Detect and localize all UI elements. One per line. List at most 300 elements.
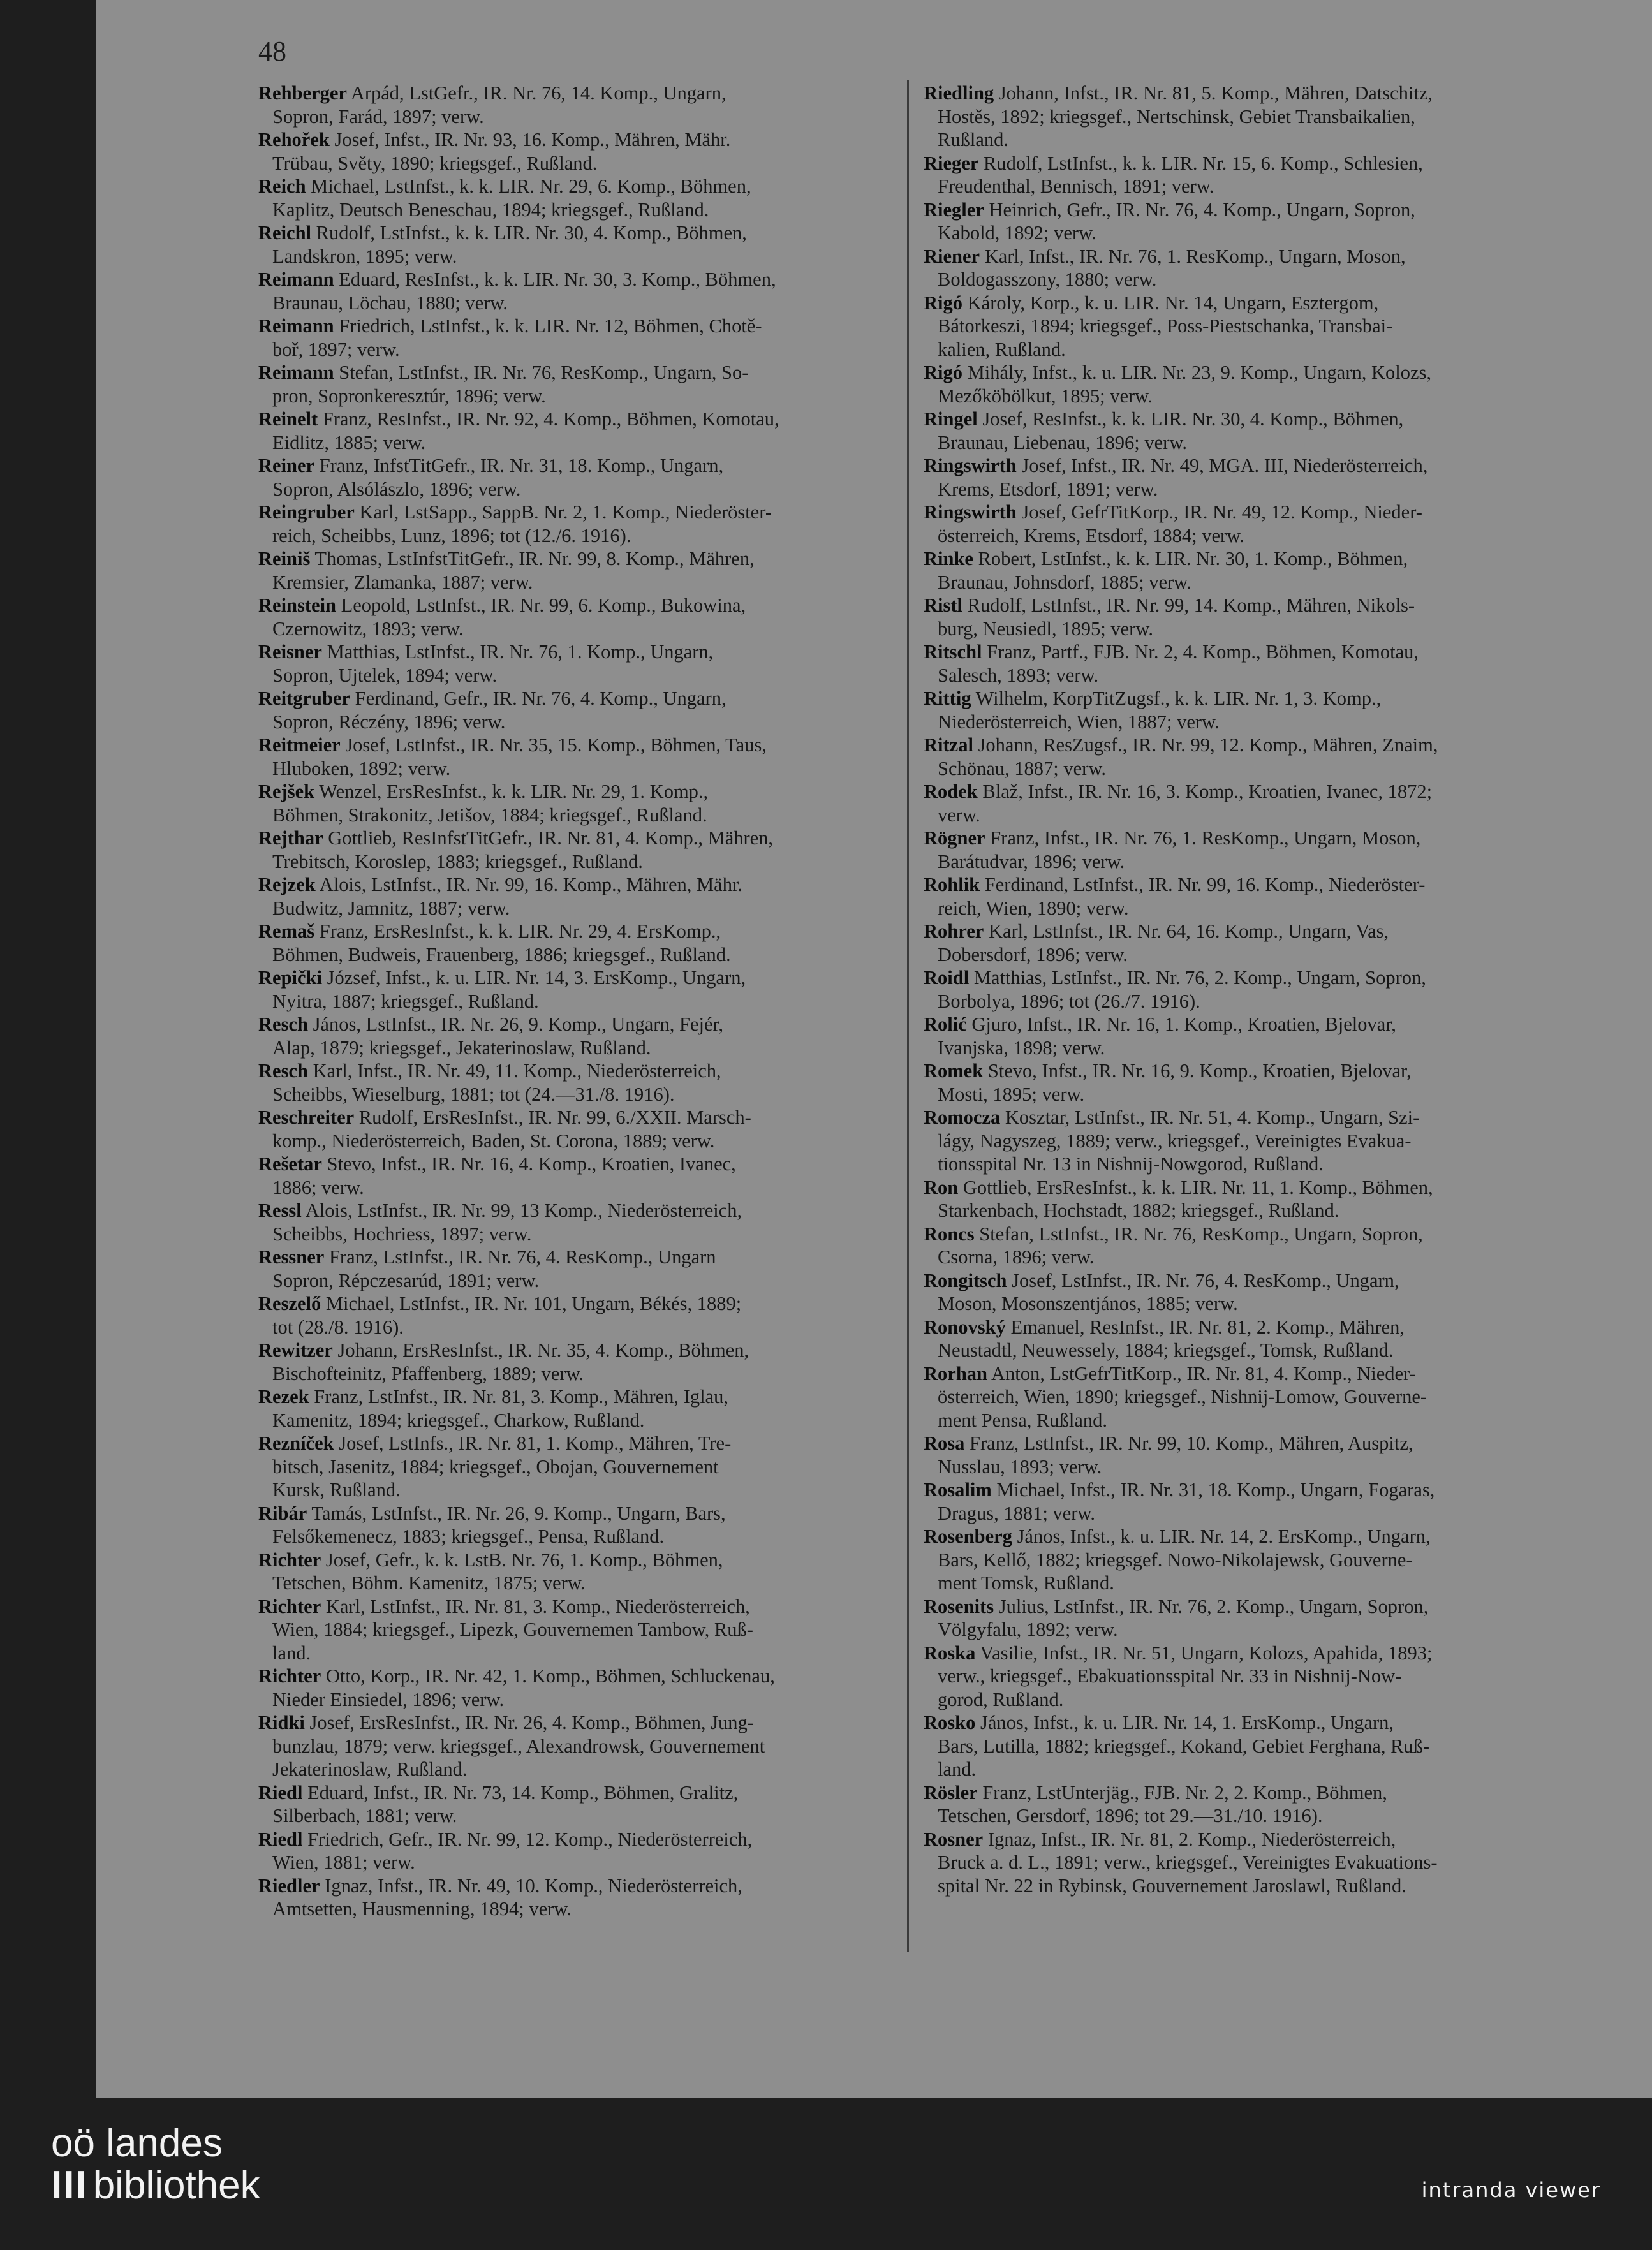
entry-text: Gottlieb, ErsResInfst., k. k. LIR. Nr. 11, 1. Komp., Böhmen,: [958, 1176, 1433, 1198]
register-entry: [924, 501, 1561, 547]
entry-continuation: Trübau, Světy, 1890; kriegsgef., Rußland.: [272, 152, 598, 174]
entry-continuation: lágy, Nagyszeg, 1889; verw., kriegsgef., Vereinigtes Evakua-: [938, 1129, 1412, 1152]
entry-continuation: pron, Sopronkeresztúr, 1896; verw.: [272, 385, 546, 407]
register-entry: [924, 408, 1561, 454]
entry-text: Rudolf, ErsResInfst., IR. Nr. 99, 6./XXII. Marsch-: [354, 1107, 751, 1128]
entry-text: Matthias, LstInfst., IR. Nr. 76, 1. Komp., Ungarn,: [321, 641, 714, 663]
entry-text: Robert, LstInfst., k. k. LIR. Nr. 30, 1. Komp., Böhmen,: [973, 548, 1408, 570]
entry-surname: Rehořek: [258, 129, 330, 151]
entry-text: Franz, InfstTitGefr., IR. Nr. 31, 18. Komp., Ungarn,: [314, 455, 724, 476]
entry-text: Karl, Infst., IR. Nr. 49, 11. Komp., Niederösterreich,: [307, 1060, 721, 1082]
entry-continuation: Wien, 1884; kriegsgef., Lipezk, Gouvernemen Tambow, Ruß-: [272, 1619, 753, 1640]
entry-surname: Ringel: [924, 408, 978, 430]
entry-text: Franz, LstInfst., IR. Nr. 81, 3. Komp., Mähren, Iglau,: [309, 1386, 728, 1408]
entry-continuation: reich, Scheibbs, Lunz, 1896; tot (12./6. 1916).: [272, 524, 631, 547]
entry-text: Mihály, Infst., k. u. LIR. Nr. 23, 9. Komp., Ungarn, Kolozs,: [962, 362, 1432, 383]
register-entry: [258, 408, 896, 454]
entry-surname: Ridki: [258, 1712, 305, 1733]
entry-text: Ignaz, Infst., IR. Nr. 81, 2. Komp., Niederösterreich,: [983, 1828, 1396, 1850]
entry-surname: Reimann: [258, 362, 334, 383]
register-entry: [258, 1292, 896, 1339]
register-entry: [924, 873, 1561, 920]
register-entry: [924, 920, 1561, 966]
entry-continuation: Kamenitz, 1894; kriegsgef., Charkow, Rußland.: [272, 1409, 645, 1431]
register-entry: [924, 1781, 1561, 1828]
entry-continuation: Csorna, 1896; verw.: [938, 1246, 1095, 1268]
entry-surname: Reimann: [258, 315, 334, 337]
entry-text: Karl, LstSapp., SappB. Nr. 2, 1. Komp., Niederöster-: [354, 501, 772, 523]
entry-text: Blaž, Infst., IR. Nr. 16, 3. Komp., Kroatien, Ivanec, 1872;: [977, 781, 1433, 802]
entry-text: Josef, LstInfs., IR. Nr. 81, 1. Komp., Mähren, Tre-: [334, 1432, 732, 1454]
entry-text: Franz, LstInfst., IR. Nr. 76, 4. ResKomp., Ungarn: [324, 1246, 716, 1268]
entry-text: Wilhelm, KorpTitZugsf., k. k. LIR. Nr. 1, 3. Komp.,: [971, 688, 1382, 709]
entry-text: Michael, Infst., IR. Nr. 31, 18. Komp., Ungarn, Fogaras,: [991, 1479, 1435, 1501]
entry-text: Rudolf, LstInfst., k. k. LIR. Nr. 30, 4. Komp., Böhmen,: [311, 222, 747, 244]
register-entry: [258, 1595, 896, 1665]
entry-continuation: Neustadtl, Neuwessely, 1884; kriegsgef., Tomsk, Rußland.: [938, 1339, 1394, 1361]
entry-continuation: Völgyfalu, 1892; verw.: [938, 1619, 1118, 1640]
register-entry: [924, 547, 1561, 594]
entry-text: Franz, Partf., FJB. Nr. 2, 4. Komp., Böhmen, Komotau,: [982, 641, 1419, 663]
register-entry: [924, 1478, 1561, 1525]
entry-continuation: Rußland.: [938, 129, 1008, 151]
entry-text: Johann, Infst., IR. Nr. 81, 5. Komp., Mähren, Datschitz,: [994, 82, 1433, 104]
entry-surname: Reinstein: [258, 594, 336, 616]
entry-text: Josef, GefrTitKorp., IR. Nr. 49, 12. Komp., Nieder-: [1016, 501, 1422, 523]
entry-surname: Rosalim: [924, 1479, 992, 1501]
entry-surname: Riedler: [258, 1874, 320, 1897]
entry-text: Tamás, LstInfst., IR. Nr. 26, 9. Komp., Ungarn, Bars,: [307, 1502, 726, 1524]
register-entry: [924, 152, 1561, 198]
entry-continuation: Böhmen, Strakonitz, Jetišov, 1884; kriegsgef., Rußland.: [272, 804, 707, 826]
entry-surname: Rezek: [258, 1386, 309, 1408]
entry-text: Franz, ErsResInfst., k. k. LIR. Nr. 29, 4. ErsKomp.,: [314, 920, 721, 942]
logo-line1: oö landes: [51, 2121, 223, 2165]
entry-surname: Riedl: [258, 1781, 303, 1804]
entry-continuation: reich, Wien, 1890; verw.: [938, 897, 1129, 919]
entry-continuation: kalien, Rußland.: [938, 338, 1066, 360]
entry-text: Johann, ResZugsf., IR. Nr. 99, 12. Komp., Mähren, Znaim,: [973, 734, 1438, 756]
register-entry: [924, 733, 1561, 780]
entry-surname: Rosko: [924, 1712, 976, 1733]
entry-text: Stevo, Infst., IR. Nr. 16, 4. Komp., Kroatien, Ivanec,: [321, 1153, 736, 1175]
entry-surname: Rosenits: [924, 1595, 994, 1617]
entry-continuation: ment Tomsk, Rußland.: [938, 1572, 1114, 1594]
entry-continuation: Freudenthal, Bennisch, 1891; verw.: [938, 175, 1214, 197]
entry-continuation: Sopron, Réczény, 1896; verw.: [272, 710, 506, 733]
register-entry: [924, 827, 1561, 873]
register-entry: [258, 873, 896, 920]
register-entry: [924, 361, 1561, 408]
entry-continuation: Silberbach, 1881; verw.: [272, 1805, 457, 1827]
register-entry: [924, 82, 1561, 152]
entry-continuation: boř, 1897; verw.: [272, 338, 400, 360]
register-entry: [258, 687, 896, 733]
entry-continuation: Nyitra, 1887; kriegsgef., Rußland.: [272, 990, 539, 1012]
entry-surname: Rejzek: [258, 874, 316, 895]
entry-text: Kosztar, LstInfst., IR. Nr. 51, 4. Komp., Ungarn, Szi-: [1000, 1107, 1420, 1128]
entry-text: Anton, LstGefrTitKorp., IR. Nr. 81, 4. Komp., Nieder-: [987, 1362, 1416, 1385]
entry-continuation: Braunau, Löchau, 1880; verw.: [272, 291, 508, 314]
entry-text: Friedrich, Gefr., IR. Nr. 99, 12. Komp., Niederösterreich,: [302, 1828, 753, 1850]
entry-continuation: bunzlau, 1879; verw. kriegsgef., Alexandrowsk, Gouvernement: [272, 1735, 765, 1757]
register-entry: [258, 1013, 896, 1059]
entry-continuation: Bátorkeszi, 1894; kriegsgef., Poss-Piestschanka, Transbai-: [938, 315, 1393, 337]
entry-continuation: Felsőkemenecz, 1883; kriegsgef., Pensa, Rußland.: [272, 1526, 665, 1547]
entry-surname: Ron: [924, 1176, 959, 1198]
entry-text: Julius, LstInfst., IR. Nr. 76, 2. Komp., Ungarn, Sopron,: [994, 1595, 1429, 1617]
entry-continuation: Sopron, Répczesarúd, 1891; verw.: [272, 1269, 540, 1291]
entry-text: Vasilie, Infst., IR. Nr. 51, Ungarn, Kolozs, Apahida, 1893;: [975, 1642, 1433, 1664]
entry-text: János, LstInfst., IR. Nr. 26, 9. Komp., Ungarn, Fejér,: [307, 1013, 724, 1035]
entry-text: Ignaz, Infst., IR. Nr. 49, 10. Komp., Niederösterreich,: [320, 1874, 742, 1897]
register-entry: [258, 1339, 896, 1385]
entry-text: Károly, Korp., k. u. LIR. Nr. 14, Ungarn, Esztergom,: [962, 291, 1379, 314]
register-entry: [258, 268, 896, 314]
entry-text: Alois, LstInfst., IR. Nr. 99, 16. Komp., Mähren, Mähr.: [315, 874, 743, 895]
entry-surname: Repički: [258, 967, 322, 989]
entry-surname: Rolić: [924, 1013, 967, 1035]
register-entry: [258, 175, 896, 221]
entry-continuation: Amtsetten, Hausmenning, 1894; verw.: [272, 1898, 572, 1920]
right-column: [924, 82, 1561, 1897]
entry-text: Arpád, LstGefr., IR. Nr. 76, 14. Komp., Ungarn,: [346, 82, 726, 104]
entry-continuation: Sopron, Alsólászlo, 1896; verw.: [272, 478, 521, 500]
entry-surname: Rosa: [924, 1432, 965, 1454]
entry-surname: Ressl: [258, 1200, 302, 1221]
entry-continuation: Bischofteinitz, Pfaffenberg, 1889; verw.: [272, 1362, 584, 1385]
entry-continuation: Eidlitz, 1885; verw.: [272, 431, 426, 453]
register-entry: [258, 1781, 896, 1828]
register-entry: [258, 314, 896, 361]
entry-continuation: Budwitz, Jamnitz, 1887; verw.: [272, 897, 510, 919]
register-entry: [924, 780, 1561, 827]
entry-text: Franz, LstUnterjäg., FJB. Nr. 2, 2. Komp., Böhmen,: [977, 1781, 1387, 1804]
logo-bars: III: [51, 2163, 88, 2207]
entry-continuation: Sopron, Ujtelek, 1894; verw.: [272, 664, 498, 686]
entry-surname: Reichl: [258, 222, 312, 244]
entry-surname: Riedl: [258, 1828, 303, 1850]
register-entry: [258, 1711, 896, 1781]
register-entry: [924, 1432, 1561, 1478]
register-entry: [258, 966, 896, 1013]
register-entry: [258, 1152, 896, 1199]
column-divider: [907, 80, 909, 1952]
entry-surname: Reitmeier: [258, 734, 341, 756]
entry-continuation: 1886; verw.: [272, 1176, 364, 1198]
entry-continuation: Ivanjska, 1898; verw.: [938, 1036, 1105, 1059]
register-entry: [924, 1525, 1561, 1595]
entry-text: Karl, LstInfst., IR. Nr. 81, 3. Komp., Niederösterreich,: [321, 1595, 750, 1617]
register-entry: [258, 128, 896, 175]
entry-text: Eduard, ResInfst., k. k. LIR. Nr. 30, 3. Komp., Böhmen,: [334, 268, 776, 290]
entry-text: Josef, LstInfst., IR. Nr. 35, 15. Komp., Böhmen, Taus,: [340, 734, 767, 756]
register-entry: [258, 1059, 896, 1106]
entry-continuation: ment Pensa, Rußland.: [938, 1409, 1107, 1431]
register-entry: [924, 1013, 1561, 1059]
entry-continuation: land.: [938, 1758, 977, 1780]
register-entry: [258, 1502, 896, 1548]
entry-text: Josef, Gefr., k. k. LstB. Nr. 76, 1. Komp., Böhmen,: [321, 1548, 723, 1571]
register-entry: [924, 1176, 1561, 1223]
entry-surname: Riener: [924, 245, 980, 267]
page-number: 48: [258, 36, 286, 67]
entry-surname: Rezníček: [258, 1432, 334, 1454]
entry-surname: Romek: [924, 1060, 984, 1082]
entry-text: Ferdinand, LstInfst., IR. Nr. 99, 16. Komp., Niederöster-: [980, 874, 1426, 895]
entry-continuation: Dragus, 1881; verw.: [938, 1502, 1096, 1524]
entry-continuation: Nieder Einsiedel, 1896; verw.: [272, 1688, 505, 1710]
entry-surname: Reinelt: [258, 408, 318, 430]
entry-surname: Resch: [258, 1013, 308, 1035]
register-entry: [924, 640, 1561, 687]
entry-continuation: land.: [272, 1642, 311, 1664]
register-entry: [258, 1665, 896, 1711]
entry-text: Karl, LstInfst., IR. Nr. 64, 16. Komp., Ungarn, Vas,: [984, 920, 1389, 942]
entry-text: Josef, ResInfst., k. k. LIR. Nr. 30, 4. Komp., Böhmen,: [977, 408, 1404, 430]
entry-surname: Resch: [258, 1060, 308, 1082]
entry-continuation: Landskron, 1895; verw.: [272, 245, 457, 267]
entry-surname: Rewitzer: [258, 1339, 333, 1361]
entry-continuation: Kremsier, Zlamanka, 1887; verw.: [272, 571, 533, 593]
entry-continuation: österreich, Krems, Etsdorf, 1884; verw.: [938, 524, 1244, 547]
entry-continuation: Mosti, 1895; verw.: [938, 1083, 1085, 1105]
register-entry: [924, 1642, 1561, 1712]
entry-text: Gottlieb, ResInfstTitGefr., IR. Nr. 81, 4. Komp., Mähren,: [323, 827, 774, 849]
register-entry: [924, 1595, 1561, 1642]
entry-continuation: Hostěs, 1892; kriegsgef., Nertschinsk, Gebiet Transbaikalien,: [938, 105, 1415, 128]
entry-text: Franz, Infst., IR. Nr. 76, 1. ResKomp., Ungarn, Moson,: [985, 827, 1421, 849]
entry-continuation: Sopron, Farád, 1897; verw.: [272, 105, 484, 128]
entry-text: Otto, Korp., IR. Nr. 42, 1. Komp., Böhmen, Schluckenau,: [321, 1665, 775, 1687]
entry-text: Josef, LstInfst., IR. Nr. 76, 4. ResKomp., Ungarn,: [1007, 1269, 1399, 1291]
entry-continuation: Niederösterreich, Wien, 1887; verw.: [938, 710, 1220, 733]
register-entry: [924, 594, 1561, 640]
entry-surname: Rosenberg: [924, 1526, 1012, 1547]
entry-text: József, Infst., k. u. LIR. Nr. 14, 3. ErsKomp., Ungarn,: [321, 967, 746, 989]
register-entry: [258, 594, 896, 640]
entry-text: Stefan, LstInfst., IR. Nr. 76, ResKomp., Ungarn, Sopron,: [974, 1223, 1423, 1245]
entry-continuation: Scheibbs, Hochriess, 1897; verw.: [272, 1223, 532, 1245]
entry-surname: Ressner: [258, 1246, 325, 1268]
entry-continuation: Barátudvar, 1896; verw.: [938, 850, 1125, 872]
register-entry: [258, 780, 896, 827]
entry-surname: Reitgruber: [258, 688, 350, 709]
entry-continuation: Dobersdorf, 1896; verw.: [938, 943, 1128, 966]
register-entry: [924, 1828, 1561, 1898]
entry-text: Wenzel, ErsResInfst., k. k. LIR. Nr. 29, 1. Komp.,: [314, 781, 709, 802]
entry-surname: Roncs: [924, 1223, 975, 1245]
entry-continuation: Boldogasszony, 1880; verw.: [938, 268, 1157, 290]
entry-surname: Richter: [258, 1548, 321, 1571]
entry-continuation: Böhmen, Budweis, Frauenberg, 1886; kriegsgef., Rußland.: [272, 943, 731, 966]
entry-text: Matthias, LstInfst., IR. Nr. 76, 2. Komp., Ungarn, Sopron,: [969, 967, 1426, 989]
entry-continuation: Alap, 1879; kriegsgef., Jekaterinoslaw, Rußland.: [272, 1036, 651, 1059]
entry-continuation: spital Nr. 22 in Rybinsk, Gouvernement Jaroslawl, Rußland.: [938, 1874, 1406, 1897]
entry-surname: Riegler: [924, 198, 984, 221]
register-entry: [258, 1874, 896, 1921]
entry-text: Stefan, LstInfst., IR. Nr. 76, ResKomp., Ungarn, So-: [334, 362, 749, 383]
entry-surname: Ritzal: [924, 734, 973, 756]
entry-continuation: burg, Neusiedl, 1895; verw.: [938, 617, 1153, 640]
register-entry: [258, 1828, 896, 1874]
register-entry: [258, 1199, 896, 1246]
library-logo[interactable]: [51, 2122, 260, 2207]
entry-continuation: Tetschen, Gersdorf, 1896; tot 29.—31./10. 1916).: [938, 1805, 1323, 1827]
register-entry: [924, 1106, 1561, 1176]
entry-continuation: Moson, Mosonszentjános, 1885; verw.: [938, 1293, 1238, 1314]
entry-text: Josef, Infst., IR. Nr. 49, MGA. III, Niederösterreich,: [1016, 455, 1428, 476]
entry-text: Josef, Infst., IR. Nr. 93, 16. Komp., Mähren, Mähr.: [329, 129, 731, 151]
entry-text: Michael, LstInfst., k. k. LIR. Nr. 29, 6. Komp., Böhmen,: [306, 175, 751, 197]
entry-surname: Richter: [258, 1665, 321, 1687]
entry-surname: Rigó: [924, 291, 962, 314]
entry-continuation: Mezőköbölkut, 1895; verw.: [938, 385, 1153, 407]
entry-continuation: Braunau, Liebenau, 1896; verw.: [938, 431, 1188, 453]
entry-text: Josef, ErsResInfst., IR. Nr. 26, 4. Komp., Böhmen, Jung-: [304, 1712, 754, 1733]
register-entry: [258, 221, 896, 268]
logo-line2: bibliothek: [92, 2163, 260, 2207]
entry-surname: Ribár: [258, 1502, 307, 1524]
entry-text: Heinrich, Gefr., IR. Nr. 76, 4. Komp., Ungarn, Sopron,: [984, 198, 1415, 221]
entry-continuation: Bruck a. d. L., 1891; verw., kriegsgef., Vereinigtes Evakuations-: [938, 1851, 1438, 1873]
entry-continuation: bitsch, Jasenitz, 1884; kriegsgef., Obojan, Gouvernement: [272, 1455, 719, 1478]
entry-surname: Reiniš: [258, 548, 311, 570]
entry-text: Alois, LstInfst., IR. Nr. 99, 13 Komp., Niederösterreich,: [301, 1200, 742, 1221]
register-entry: [258, 501, 896, 547]
register-entry: [258, 827, 896, 873]
entry-continuation: Nusslau, 1893; verw.: [938, 1455, 1102, 1478]
register-entry: [924, 966, 1561, 1013]
entry-surname: Ritschl: [924, 641, 982, 663]
entry-surname: Rorhan: [924, 1362, 987, 1385]
entry-text: Eduard, Infst., IR. Nr. 73, 14. Komp., Böhmen, Gralitz,: [302, 1781, 739, 1804]
entry-text: Friedrich, LstInfst., k. k. LIR. Nr. 12, Böhmen, Chotě-: [334, 315, 762, 337]
entry-continuation: österreich, Wien, 1890; kriegsgef., Nishnij-Lomow, Gouverne-: [938, 1386, 1427, 1408]
register-entry: [924, 1059, 1561, 1106]
entry-surname: Rinke: [924, 548, 973, 570]
entry-surname: Rögner: [924, 827, 985, 849]
entry-continuation: Scheibbs, Wieselburg, 1881; tot (24.—31./8. 1916).: [272, 1083, 675, 1105]
entry-surname: Ristl: [924, 594, 962, 616]
entry-text: Gjuro, Infst., IR. Nr. 16, 1. Komp., Kroatien, Bjelovar,: [966, 1013, 1396, 1035]
entry-text: János, Infst., k. u. LIR. Nr. 14, 2. ErsKomp., Ungarn,: [1012, 1526, 1431, 1547]
entry-continuation: Jekaterinoslaw, Rußland.: [272, 1758, 468, 1780]
entry-continuation: verw., kriegsgef., Ebakuationsspital Nr. 33 in Nishnij-Now-: [938, 1665, 1402, 1687]
entry-continuation: Borbolya, 1896; tot (26./7. 1916).: [938, 990, 1200, 1012]
register-entry: [258, 1432, 896, 1502]
entry-text: Thomas, LstInfstTitGefr., IR. Nr. 99, 8. Komp., Mähren,: [310, 548, 755, 570]
entry-text: Michael, LstInfst., IR. Nr. 101, Ungarn, Békés, 1889;: [321, 1293, 742, 1314]
entry-continuation: Krems, Etsdorf, 1891; verw.: [938, 478, 1158, 500]
entry-surname: Rodek: [924, 781, 978, 802]
entry-surname: Rejthar: [258, 827, 323, 849]
entry-continuation: Salesch, 1893; verw.: [938, 664, 1099, 686]
entry-continuation: Bars, Lutilla, 1882; kriegsgef., Kokand, Gebiet Ferghana, Ruß-: [938, 1735, 1430, 1757]
document-page: [96, 0, 1652, 2098]
entry-surname: Ringswirth: [924, 455, 1017, 476]
register-entry: [924, 1711, 1561, 1781]
entry-continuation: Starkenbach, Hochstadt, 1882; kriegsgef., Rußland.: [938, 1200, 1339, 1221]
register-entry: [258, 1246, 896, 1292]
entry-text: Rudolf, LstInfst., k. k. LIR. Nr. 15, 6. Komp., Schlesien,: [978, 152, 1423, 174]
entry-continuation: Czernowitz, 1893; verw.: [272, 617, 464, 640]
entry-continuation: Kabold, 1892; verw.: [938, 222, 1096, 244]
register-entry: [924, 198, 1561, 245]
entry-continuation: Kaplitz, Deutsch Beneschau, 1894; kriegsgef., Rußland.: [272, 198, 709, 221]
entry-text: Franz, ResInfst., IR. Nr. 92, 4. Komp., Böhmen, Komotau,: [318, 408, 779, 430]
entry-surname: Reschreiter: [258, 1107, 355, 1128]
entry-continuation: Kursk, Rußland.: [272, 1479, 401, 1501]
entry-continuation: tot (28./8. 1916).: [272, 1316, 404, 1338]
register-entry: [258, 733, 896, 780]
entry-surname: Riedling: [924, 82, 994, 104]
entry-surname: Rešetar: [258, 1153, 322, 1175]
entry-text: Stevo, Infst., IR. Nr. 16, 9. Komp., Kroatien, Bjelovar,: [983, 1060, 1412, 1082]
entry-text: Karl, Infst., IR. Nr. 76, 1. ResKomp., Ungarn, Moson,: [980, 245, 1406, 267]
entry-surname: Ringswirth: [924, 501, 1017, 523]
entry-surname: Richter: [258, 1595, 321, 1617]
entry-surname: Rieger: [924, 152, 979, 174]
viewer-brand: intranda viewer: [1421, 2178, 1601, 2202]
register-entry: [258, 547, 896, 594]
entry-text: Ferdinand, Gefr., IR. Nr. 76, 4. Komp., Ungarn,: [350, 688, 726, 709]
entry-surname: Rittig: [924, 688, 971, 709]
entry-continuation: gorod, Rußland.: [938, 1688, 1064, 1710]
entry-surname: Reisner: [258, 641, 322, 663]
entry-surname: Rohlik: [924, 874, 980, 895]
entry-continuation: Trebitsch, Koroslep, 1883; kriegsgef., Rußland.: [272, 850, 643, 872]
entry-surname: Roidl: [924, 967, 970, 989]
register-entry: [258, 920, 896, 966]
entry-surname: Rohrer: [924, 920, 984, 942]
left-column: [258, 82, 896, 1921]
entry-continuation: Tetschen, Böhm. Kamenitz, 1875; verw.: [272, 1572, 586, 1594]
entry-surname: Remaš: [258, 920, 315, 942]
register-entry: [258, 82, 896, 128]
entry-surname: Roska: [924, 1642, 976, 1664]
register-entry: [258, 1106, 896, 1152]
entry-text: János, Infst., k. u. LIR. Nr. 14, 1. ErsKomp., Ungarn,: [975, 1712, 1394, 1733]
entry-text: Leopold, LstInfst., IR. Nr. 99, 6. Komp., Bukowina,: [336, 594, 746, 616]
entry-text: Franz, LstInfst., IR. Nr. 99, 10. Komp., Mähren, Auspitz,: [964, 1432, 1413, 1454]
entry-surname: Rongitsch: [924, 1269, 1007, 1291]
entry-surname: Reingruber: [258, 501, 355, 523]
entry-surname: Reimann: [258, 268, 334, 290]
entry-continuation: Hluboken, 1892; verw.: [272, 757, 451, 779]
entry-surname: Ronovský: [924, 1316, 1006, 1338]
entry-continuation: Bars, Kellő, 1882; kriegsgef. Nowo-Nikolajewsk, Gouverne-: [938, 1548, 1413, 1571]
entry-continuation: Schönau, 1887; verw.: [938, 757, 1107, 779]
register-entry: [258, 1548, 896, 1595]
register-entry: [258, 1385, 896, 1432]
entry-surname: Reich: [258, 175, 306, 197]
entry-text: Johann, ErsResInfst., IR. Nr. 35, 4. Komp., Böhmen,: [332, 1339, 749, 1361]
entry-surname: Reiner: [258, 455, 315, 476]
register-entry: [924, 1223, 1561, 1269]
entry-surname: Rösler: [924, 1781, 978, 1804]
register-entry: [258, 640, 896, 687]
register-entry: [924, 245, 1561, 291]
register-entry: [258, 361, 896, 408]
register-entry: [924, 454, 1561, 501]
entry-surname: Reszelő: [258, 1293, 321, 1314]
entry-text: Rudolf, LstInfst., IR. Nr. 99, 14. Komp., Mähren, Nikols-: [962, 594, 1415, 616]
register-entry: [924, 1316, 1561, 1362]
entry-surname: Rosner: [924, 1828, 984, 1850]
register-entry: [258, 454, 896, 501]
entry-surname: Romocza: [924, 1107, 1001, 1128]
